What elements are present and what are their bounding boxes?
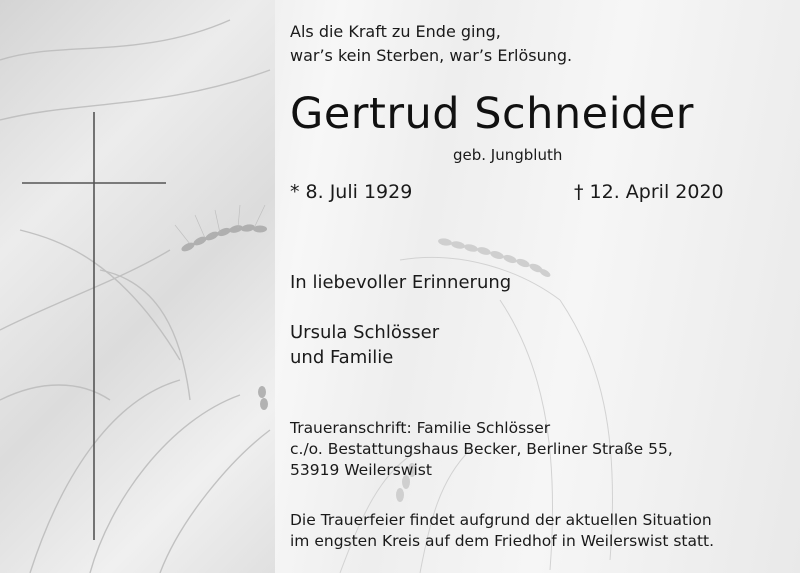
address-line: c./o. Bestattungshaus Becker, Berliner Straße 55, [290, 440, 673, 458]
maiden-name: geb. Jungbluth [453, 146, 563, 164]
mourners [290, 320, 760, 370]
poem-line: war’s kein Sterben, war’s Erlösung. [290, 46, 573, 65]
address-line: Traueranschrift: Familie Schlösser [290, 419, 551, 437]
poem-line: Als die Kraft zu Ende ging, [290, 22, 501, 41]
death-date: † 12. April 2020 [574, 181, 724, 203]
memory-line: In liebevoller Erinnerung [290, 272, 512, 293]
service-notice [290, 510, 760, 552]
mourner-line: und Familie [290, 347, 394, 368]
mourner-line: Ursula Schlösser [290, 322, 440, 343]
address-line: 53919 Weilerswist [290, 461, 432, 479]
mourning-address [290, 418, 760, 481]
deceased-name: Gertrud Schneider [290, 89, 694, 139]
service-line: im engsten Kreis auf dem Friedhof in Weilerswist statt. [290, 532, 715, 550]
birth-date: * 8. Juli 1929 [290, 181, 413, 203]
service-line: Die Trauerfeier findet aufgrund der aktuellen Situation [290, 511, 712, 529]
poem [290, 20, 760, 68]
